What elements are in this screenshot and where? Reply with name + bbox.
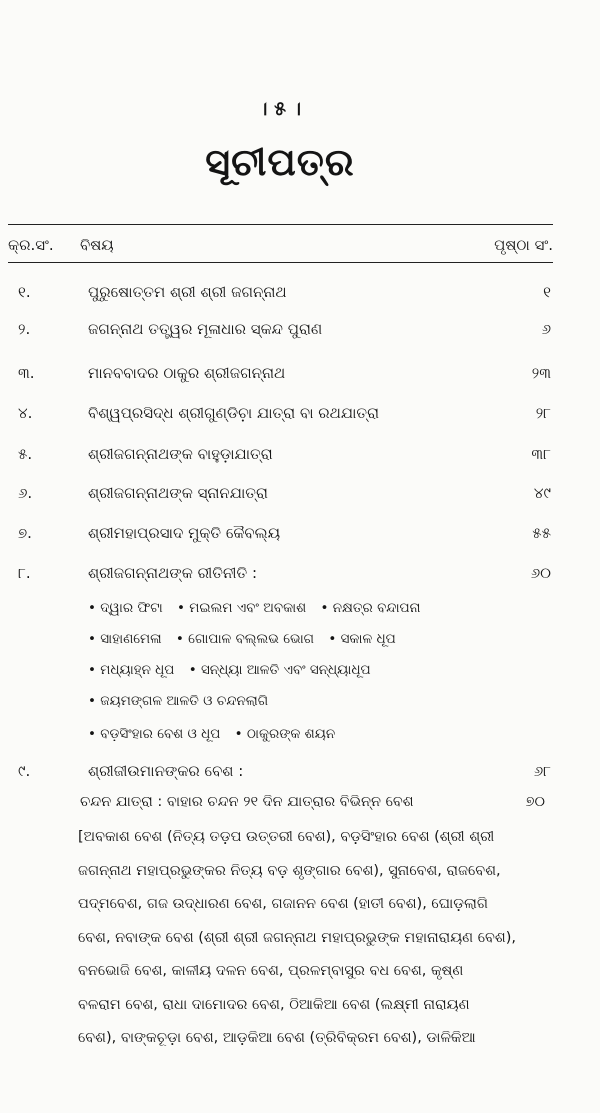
toc-serial: ୪. [18, 404, 33, 422]
ritual-item: • ସାହାଣମେଳା [88, 631, 162, 647]
toc-page: ୬୮ [533, 762, 551, 780]
header-rule-bottom [8, 262, 553, 263]
toc-serial: ୨. [18, 320, 31, 338]
toc-page: ୨୩ [531, 364, 551, 382]
header-rule-top [8, 224, 553, 225]
toc-page: ୬୦ [530, 564, 551, 582]
toc-page: ୧ [543, 283, 551, 301]
paragraph-line: ଜଗନ୍ନାଥ ମହାପ୍ରଭୁଙ୍କର ନିତ୍ୟ ବଡ଼ ଶୃଙ୍ଗାର ବେଶ), ସୁନାବେଶ, ରାଜବେଶ, [78, 862, 501, 879]
toc-row [8, 762, 553, 786]
ritual-item: • ସକାଳ ଧୂପ [328, 631, 396, 647]
toc-subject: ଶ୍ରୀଜଗନ୍ନାଥଙ୍କ ସ୍ନାନଯାତ୍ରା [88, 484, 268, 502]
sub-row-text: ଚନ୍ଦନ ଯାତ୍ରା : ବାହାର ଚନ୍ଦନ ୨୧ ଦିନ ଯାତ୍ରାର ବିଭିନ୍ନ ବେଶ [80, 794, 414, 810]
toc-row [8, 484, 553, 508]
toc-row [8, 320, 553, 344]
toc-subject: ଶ୍ରୀମହାପ୍ରସାଦ ମୁକ୍ତି କୈବଲ୍ୟ [88, 524, 281, 542]
ritual-item: • ସନ୍ଧ୍ୟା ଆଳତି ଏବଂ ସନ୍ଧ୍ୟାଧୂପ [188, 662, 371, 678]
ritual-item: • ନକ୍ଷତ୍ର ବନ୍ଦାପନା [320, 600, 421, 616]
toc-row [8, 445, 553, 469]
toc-row [8, 524, 553, 548]
toc-serial: ୯. [18, 762, 31, 780]
ritual-item: • ବଡ଼ସିଂହାର ବେଶ ଓ ଧୂପ [88, 726, 221, 742]
toc-subject: ପୁରୁଷୋତ୍ତମ ଶ୍ରୀ ଶ୍ରୀ ଜଗନ୍ନାଥ [88, 283, 287, 301]
header-subject: ବିଷୟ [80, 236, 114, 254]
ritual-item: • ଦ୍ୱାର ଫିଟା [88, 600, 163, 616]
header-serial: କ୍ର.ସଂ. [8, 236, 54, 254]
toc-page: ୫୫ [532, 524, 551, 542]
toc-serial: ୭. [18, 524, 32, 542]
toc-subject: ଶ୍ରୀଜଗନ୍ନାଥଙ୍କ ରୀତିନୀତି : [88, 564, 258, 582]
toc-subject: ଶ୍ରୀଜୀଉମାନଙ୍କର ବେଶ : [88, 762, 244, 780]
sub-row-page: ୭୦ [525, 794, 545, 810]
paragraph-line: [ଅବକାଶ ବେଶ (ନିତ୍ୟ ତଡ଼ପ ଉତ୍ତରୀ ବେଶ), ବଡ଼ସିଂହାର ବେଶ (ଶ୍ରୀ ଶ୍ରୀ [78, 829, 495, 845]
ritual-line [88, 600, 431, 616]
page-title: ସୂଚୀପତ୍ର [205, 140, 355, 184]
paragraph-line: ବେଶ, ନବାଙ୍କ ବେଶ (ଶ୍ରୀ ଶ୍ରୀ ଜଗନ୍ନାଥ ମହାପ୍ରଭୁଙ୍କ ମହାନାରାୟଣ ବେଶ), [78, 929, 516, 946]
paragraph-line: ବନଭୋଜି ବେଶ, କାଳୀୟ ଦଳନ ବେଶ, ପ୍ରଳମ୍ବାସୁର ବଧ ବେଶ, କୃଷ୍ଣ [78, 963, 464, 979]
header-page: ପୃଷ୍ଠା ସଂ. [494, 236, 553, 254]
toc-page: ୪୯ [533, 484, 551, 502]
ritual-item: • ମଧ୍ୟାହ୍ନ ଧୂପ [88, 662, 175, 678]
toc-serial: ୮. [18, 564, 31, 582]
sub-row [80, 794, 545, 810]
ritual-item: • ମଇଲମ ଏବଂ ଅବକାଶ [177, 600, 307, 616]
ritual-line [88, 631, 406, 647]
costume-paragraph [78, 821, 548, 1056]
ritual-line [88, 662, 381, 678]
paragraph-line: ବଳରାମ ବେଶ, ରାଧା ଦାମୋଦର ବେଶ, ଠିଆକିଆ ବେଶ (ଲକ୍ଷ୍ମୀ ନାରାୟଣ [78, 996, 470, 1013]
toc-row [8, 364, 553, 388]
toc-subject: ଶ୍ରୀଜଗନ୍ନାଥଙ୍କ ବାହୁଡ଼ାଯାତ୍ରା [88, 445, 273, 463]
ritual-item: • ଠାକୁରଙ୍କ ଶୟନ [234, 726, 336, 742]
toc-subject: ବିଶ୍ୱପ୍ରସିଦ୍ଧ ଶ୍ରୀଗୁଣ୍ଡିଚ଼ା ଯାତ୍ରା ବା ରଥଯାତ୍ରା [88, 404, 380, 422]
toc-page: ୨୮ [535, 404, 551, 422]
paragraph-line: ପଦ୍ମବେଶ, ଗଜ ଉଦ୍ଧାରଣ ବେଶ, ଗଜାନନ ବେଶ (ହାତୀ ବେଶ), ଘୋଡ଼ଲାଗି [78, 896, 488, 912]
toc-row [8, 404, 553, 428]
toc-serial: ୩. [18, 364, 35, 382]
toc-subject: ଜଗନ୍ନାଥ ତତ୍ତ୍ୱର ମୂଳାଧାର ସ୍କନ୍ଦ ପୁରାଣ [88, 320, 323, 338]
ritual-line [88, 726, 345, 742]
ritual-item: • ଗୋପାଳ ବଲ୍ଲଭ ଭୋଗ [175, 631, 315, 647]
toc-row [8, 564, 553, 588]
toc-serial: ୧. [18, 283, 31, 301]
paragraph-line: ବେଶ), ବାଙ୍କଚୂଡ଼ା ବେଶ, ଆଡ଼କିଆ ବେଶ (ତ୍ରିବିକ୍ରମ ବେଶ), ଡାଳିକିଆ [78, 1030, 476, 1046]
toc-subject: ମାନବବାଦର ଠାକୁର ଶ୍ରୀଜଗନ୍ନାଥ [88, 364, 286, 382]
toc-page: ୬ [541, 320, 551, 338]
toc-page: ୩୮ [531, 445, 551, 463]
toc-serial: ୬. [18, 484, 33, 502]
ritual-item: • ଜୟମଙ୍ଗଳ ଆଳତି ଓ ଚନ୍ଦନଲାଗି [88, 693, 269, 709]
toc-row [8, 283, 553, 307]
ritual-line [88, 693, 278, 709]
toc-serial: ୫. [18, 445, 33, 463]
page-number: । ୫ । [258, 98, 302, 120]
